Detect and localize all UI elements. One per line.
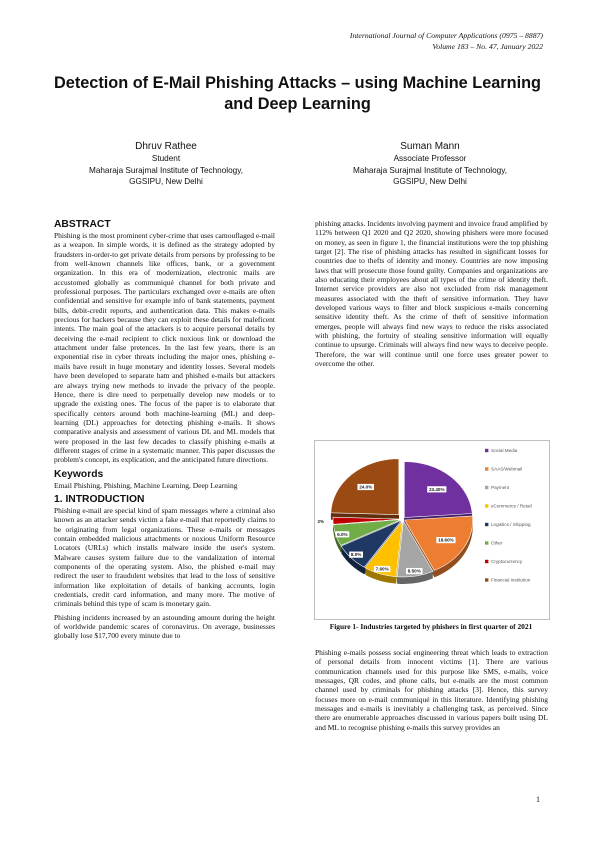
author-university: GGSIPU, New Delhi <box>129 177 203 186</box>
data-label-logistics-shipping: 8.0% <box>350 552 362 558</box>
intro-paragraph-1: Phishing e-mail are special kind of spam messages where a criminal also known as an attacker sends victim a fake e-mail that reportedly claims to be originating from legal organizations. These e-mails or messages contain embedded malicious attachments or noxious Uniform Resource Locators (URLs) which installs malware inside the user's system. Malware causes system failure due to the vandalization of internal components of the operating system. Also, the phished e-mail may redirect the user to fraudulent websites that lead to the loss of sensitive information like exploitation of details of banking accounts, login credentials, credit card information, and many more. The motive of criminals behind this type of scam is monetary gain. <box>54 505 275 609</box>
legend-swatch-financial-institution <box>485 578 488 581</box>
author-name: Suman Mann <box>400 141 460 152</box>
data-label-other: 6.0% <box>337 531 348 537</box>
data-label-ecommerce-retail: 7.60% <box>375 566 389 572</box>
author-name: Dhruv Rathee <box>135 141 197 152</box>
legend-swatch-social-media <box>485 449 488 452</box>
intro-paragraph-2: Phishing incidents increased by an astounding amount during the height of worldwide pandemic scares of coronavirus. On average, businesses globally lose $17,700 every minute due to <box>54 612 275 641</box>
journal-header <box>350 31 543 52</box>
legend-swatch-logistics-shipping <box>485 523 488 526</box>
figure-1-chart <box>314 440 550 620</box>
legend-label-other: Other <box>491 540 503 546</box>
legend-label-payment: Payment <box>491 485 510 490</box>
data-label-saas-webmail: 18.60% <box>438 537 454 543</box>
journal-volume: Volume 183 – No. 47, January 2022 <box>432 41 543 51</box>
legend-swatch-ecommerce-retail <box>485 504 488 507</box>
legend-label-cryptocurrency: Cryptocurrency <box>491 559 523 564</box>
author-block-2 <box>300 140 560 188</box>
legend-swatch-other <box>485 541 488 544</box>
legend-swatch-saas-webmail <box>485 467 488 470</box>
keywords-heading: Keywords <box>54 468 104 480</box>
legend-label-social-media: Social Media <box>491 448 518 453</box>
right-paragraph-2: Phishing e-mails possess social engineering threat which leads to extraction of personal details from innocent victims [1]. There are various communication channels used for this purpose like SMS, e-mails, voice messages, QR codes, and phone calls, but e-mails are the most common channel used by criminals for phishing attacks [3]. Hence, this survey focuses more on e-mail communiqué in this literature. Identifying phishing messages and e-mails is inevitably a challenging task, as perceived. Since there are enumerable approaches discussed in various papers built using DL and ML to recognise phishing e-mails this survey provides an <box>315 648 548 732</box>
right-paragraph-1: phishing attacks. Incidents involving payment and invoice fraud amplified by 112% between Q1 2020 and Q2 2020, showing phishers were more focused on money, as seen in figure 1, the financial institutions were the top phishing target [2]. The rise of phishing attacks has resulted in significant losses for countries due to thefts of identity and money. Countries are now imposing laws that will prosecute those found guilty. Companies and organizations are also educating their employees about all types of the crime of identity theft. Internet service providers are also not excluded from risk management measures associated with the theft of sensitive information. They have developed various ways to filter and block suspicious e-mails concerning sensitive identity theft. As the crime of theft of sensitive information emerges, people will always find new ways to reduce the risks associated with phishing, the fortuity of stealing sensitive information will equally continue to upsurge. Criminals will always find new ways to deceive people. Therefore, the war will continue until one force uses greater power to overcome the other. <box>315 219 548 369</box>
author-affiliation: Maharaja Surajmal Institute of Technology, <box>89 165 243 175</box>
page-number: 1 <box>536 795 540 804</box>
right-column-bottom <box>315 648 548 736</box>
figure-1-caption: Figure 1- Industries targeted by phishers in first quarter of 2021 <box>329 622 533 631</box>
introduction-heading: 1. INTRODUCTION <box>54 493 145 505</box>
author-block-1 <box>36 140 296 188</box>
author-role: Student <box>151 154 181 163</box>
data-label-social-media: 23.40% <box>428 486 445 492</box>
legend-swatch-cryptocurrency <box>485 560 488 563</box>
legend-label-financial-institution: Financial Institution <box>491 577 531 583</box>
author-affiliation: Maharaja Surajmal Institute of Technology, <box>353 165 507 175</box>
legend-label-saas-webmail: SAAS/Webmail <box>491 466 523 472</box>
left-column <box>54 219 275 645</box>
keywords-text: Email Phishing, Phishing, Machine Learning, Deep Learning <box>54 480 238 490</box>
journal-name: International Journal of Computer Applications (0975 – 8887) <box>349 31 543 40</box>
data-label-payment: 8.50% <box>407 568 421 574</box>
legend-swatch-payment <box>485 486 488 489</box>
pie-chart-svg <box>315 441 549 619</box>
abstract-heading: ABSTRACT <box>54 219 111 230</box>
paper-title: Detection of E-Mail Phishing Attacks – using Machine Learning and Deep Learning <box>54 74 541 113</box>
legend-label-logistics-shipping: Logistics / Shipping <box>491 522 531 527</box>
data-label-cryptocurrency: 2% <box>317 519 325 525</box>
abstract-text: Phishing is the most prominent cyber-crime that uses camouflaged e-mail as a weapon. In simple words, it is defined as the strategy adopted by fraudsters in-order-to get private details from persons by professing to be from well-known channels like offices, bank, or a government organization. In this era of modernization, electronic mails are accustomed globally as communiqué channel for both private and professional purposes. The particulars exchanged over e-mails are often confidential and sensitive for example info of bank statements, payment bills, debit-credit reports, and authentication data. This makes e-mails precious for hackers because they can exploit these details for maleficent intents. The main goal of the attackers is to acquire personal details by deceiving the e-mail recipient to click noxious link or download the attachment under false pretences. In the last few years, there is an exponential rise in cyber threats including the major ones, phishing e-mails have result in huge monetary and identity losses. Several models have been developed to separate ham and phished e-mails but attackers are always trying new methods to invade the privacy of the people. Hence, there is dire need to perpetually develop new models or to upgrade the existing ones. The focus of the paper is to elaborate that specifically centers around both machine-learning (ML) and deep-learning (DL) approaches for detecting phishing e-mails. It shows comparative analysis and assessment of various DL and ML models that were proposed in the last few decades to classify phishing e-mails at different stages of crime in a systematic manner. This paper discusses the problem's concept, its explication, and the anticipated future directions. <box>54 231 275 465</box>
data-label-financial-institution: 24.0% <box>359 484 373 490</box>
right-column-top <box>315 219 548 373</box>
legend-label-ecommerce-retail: eCommerce / Retail <box>491 503 532 509</box>
author-role: Associate Professor <box>393 154 467 163</box>
author-university: GGSIPU, New Delhi <box>393 177 467 186</box>
